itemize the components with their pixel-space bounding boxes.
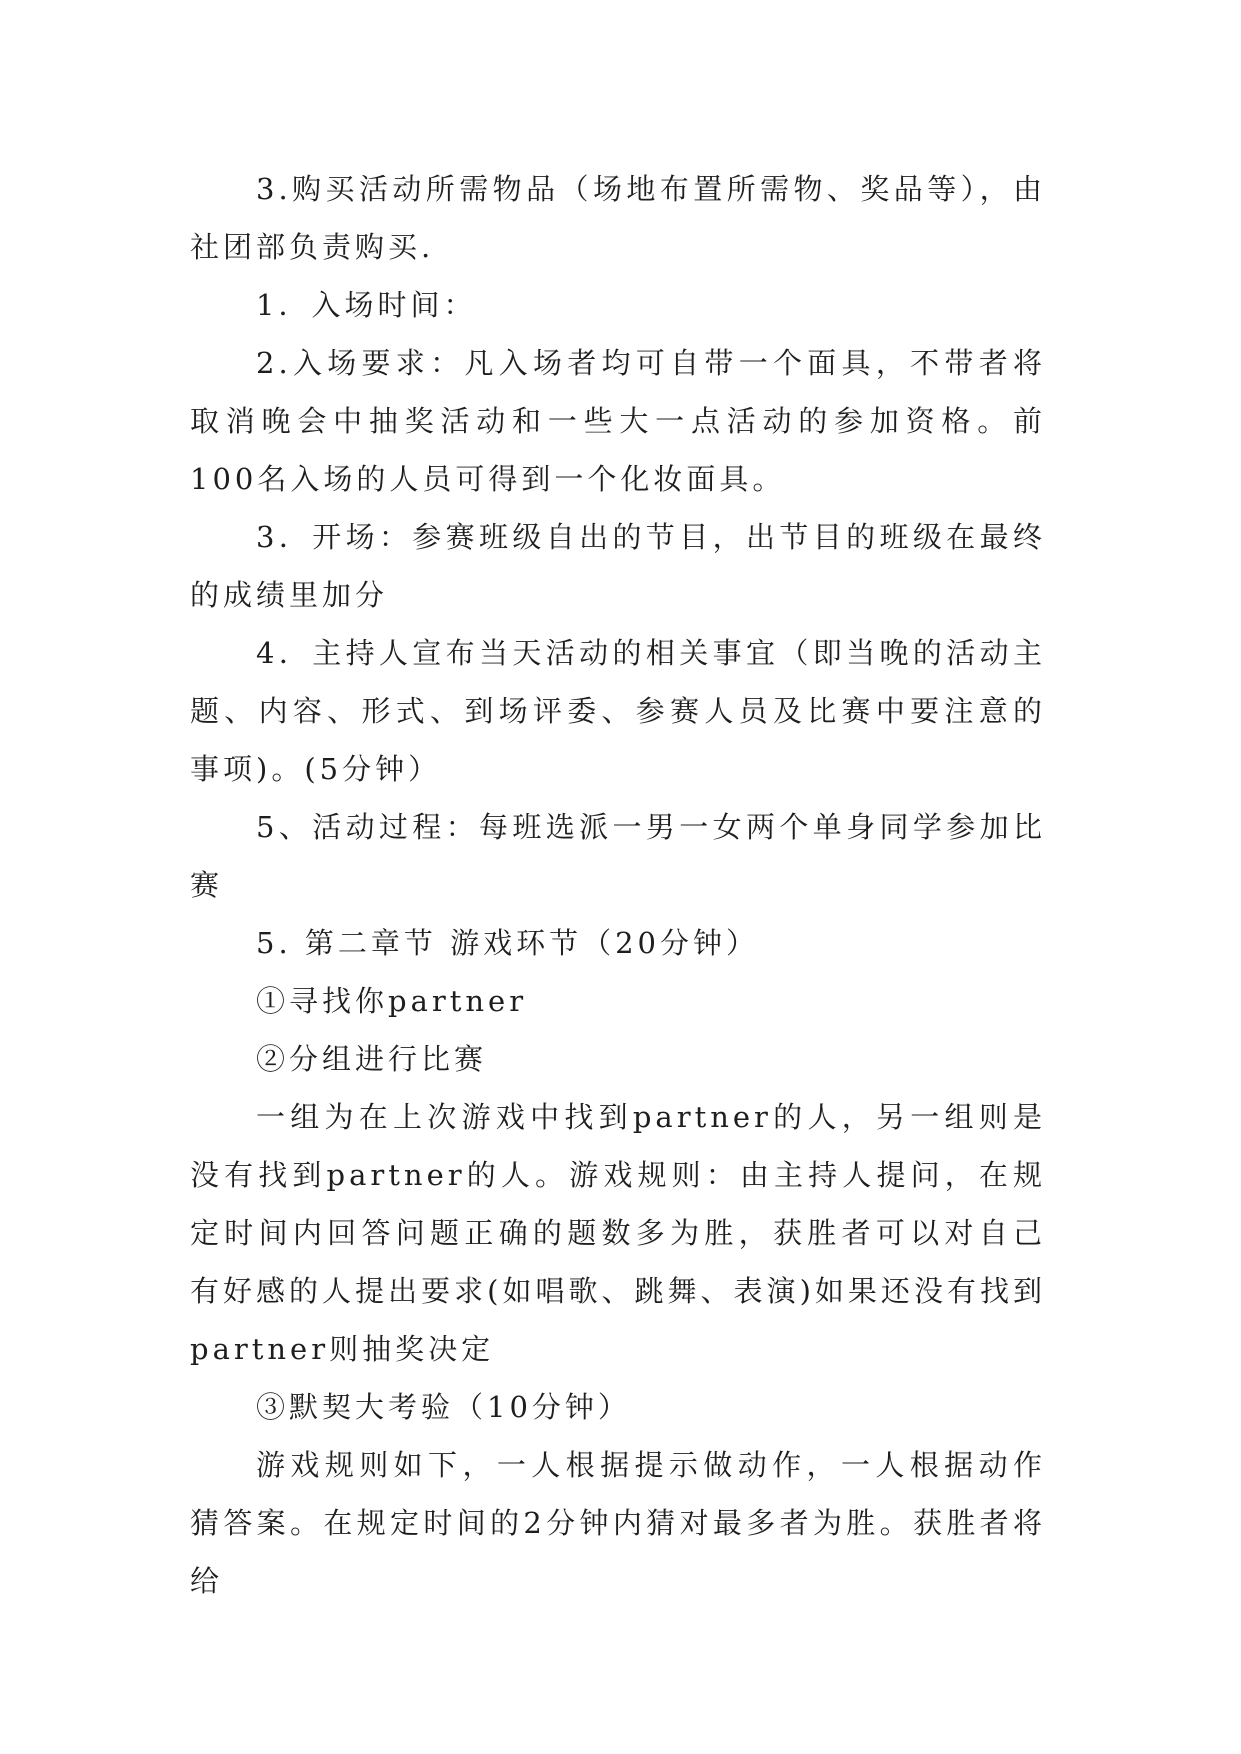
paragraph-opening: 3．开场：参赛班级自出的节目，出节目的班级在最终的成绩里加分 xyxy=(190,520,1046,612)
paragraph-game-rules: 游戏规则如下，一人根据提示做动作，一人根据动作猜答案。在规定时间的2分钟内猜对最多者为胜。获胜者将给 xyxy=(190,1448,1046,1598)
paragraph-group-rules: 一组为在上次游戏中找到partner的人，另一组则是没有找到partner的人。游戏规则：由主持人提问，在规定时间内回答问题正确的题数多为胜，获胜者可以对自己有好感的人提出要求(如唱歌、跳舞、表演)如果还没有找到partner则抽奖决定 xyxy=(190,1100,1046,1366)
list-item-find-partner: ①寻找你partner xyxy=(256,984,528,1018)
paragraph-entry-time: 1．入场时间： xyxy=(256,288,477,322)
paragraph-host-announcement: 4．主持人宣布当天活动的相关事宜（即当晚的活动主题、内容、形式、到场评委、参赛人员及比赛中要注意的事项)。(5分钟） xyxy=(190,636,1046,786)
list-item-tacit-test: ③默契大考验（10分钟） xyxy=(256,1390,631,1424)
document-body xyxy=(190,160,1046,1610)
paragraph-activity-process: 5、活动过程：每班选派一男一女两个单身同学参加比赛 xyxy=(190,810,1046,902)
section-heading-game: 5. 第二章节 游戏环节（20分钟） xyxy=(256,926,760,960)
list-item-group-competition: ②分组进行比赛 xyxy=(256,1042,488,1076)
paragraph-purchase-items: 3.购买活动所需物品（场地布置所需物、奖品等），由社团部负责购买. xyxy=(190,172,1046,264)
paragraph-entry-requirements: 2.入场要求：凡入场者均可自带一个面具，不带者将取消晚会中抽奖活动和一些大一点活动的参加资格。前100名入场的人员可得到一个化妆面具。 xyxy=(190,346,1046,496)
